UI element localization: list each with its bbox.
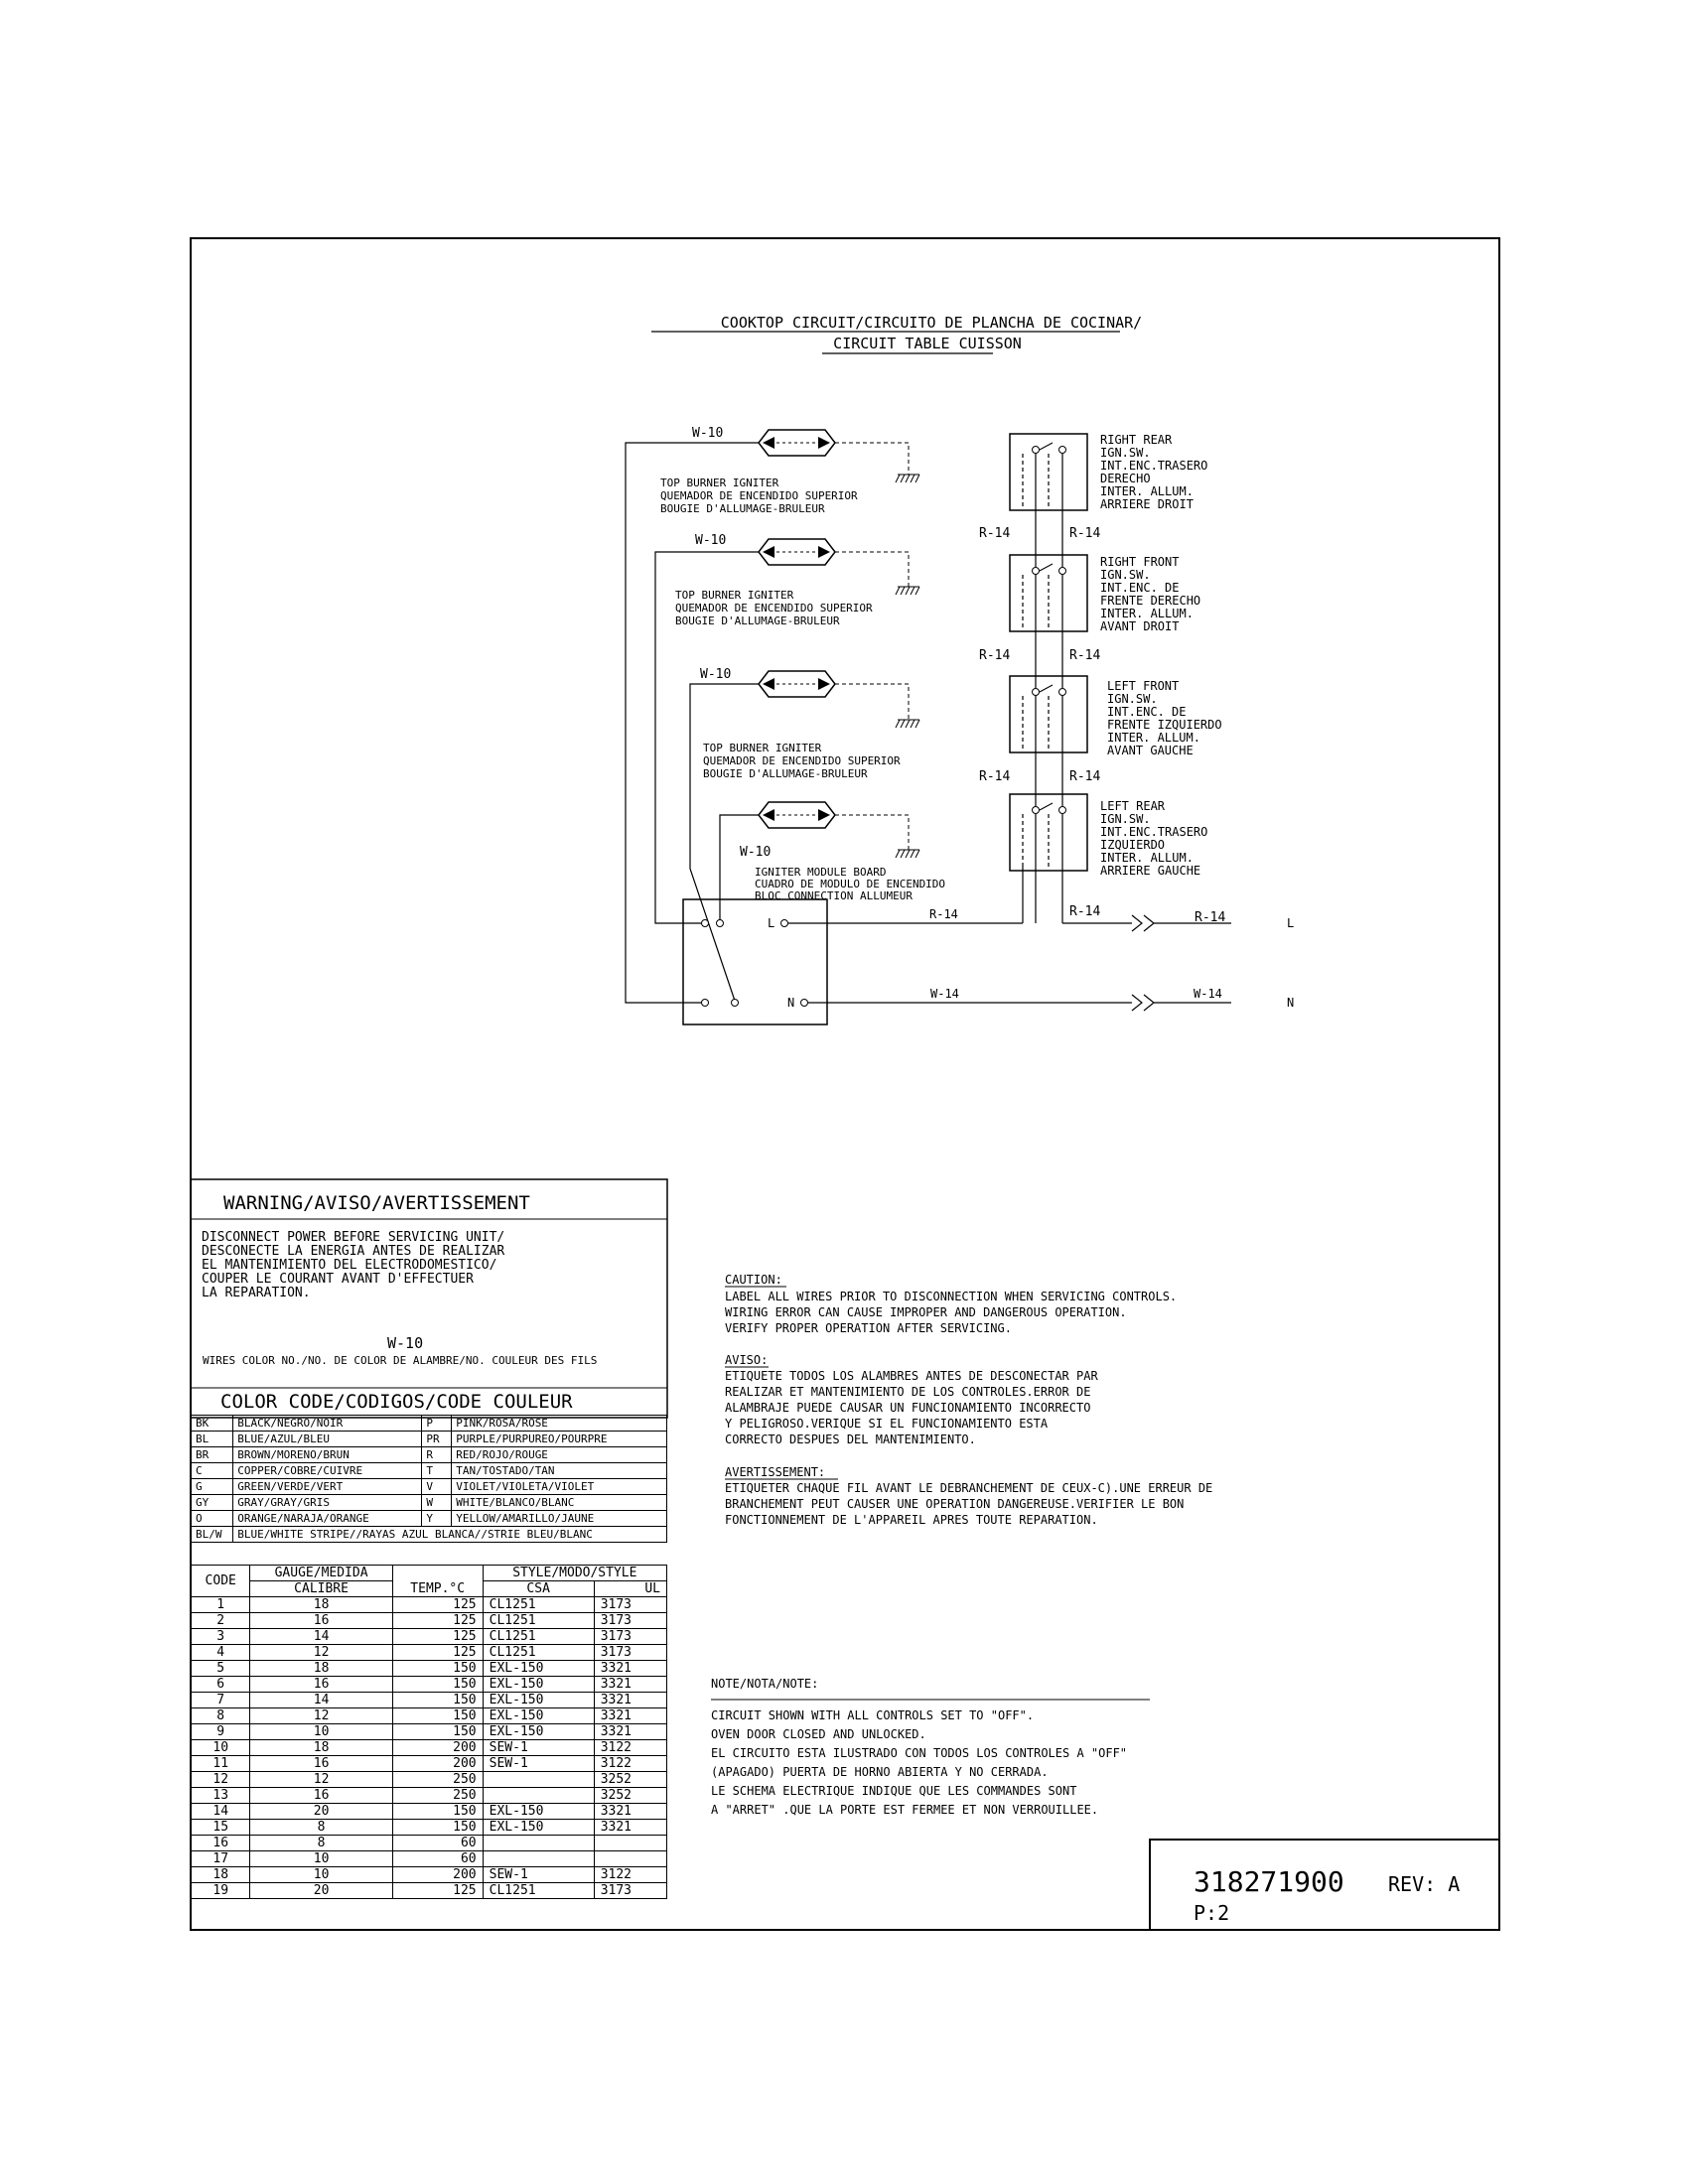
igniter-3-label-2: QUEMADOR DE ENCENDIDO SUPERIOR — [703, 754, 901, 767]
table-row — [192, 1479, 667, 1495]
table-row — [192, 1836, 667, 1851]
line-terminal-n: N — [1287, 996, 1295, 1010]
table-row — [192, 1645, 667, 1661]
cell-csa: SEW-1 — [483, 1756, 594, 1772]
cell-temp: 150 — [392, 1724, 483, 1740]
caution-line-1: LABEL ALL WIRES PRIOR TO DISCONNECTION WHEN SERVICING CONTROLS. — [725, 1290, 1178, 1303]
avertissement-line-2: BRANCHEMENT PEUT CAUSER UNE OPERATION DANGEREUSE.VERIFIER LE BON — [725, 1497, 1185, 1511]
switch-left-rear — [1010, 794, 1207, 878]
module-n-label: N — [787, 996, 795, 1010]
table-header-row — [192, 1566, 667, 1581]
cell-csa: EXL-150 — [483, 1677, 594, 1693]
cell-ul: 3252 — [594, 1788, 666, 1804]
header-temp: TEMP.°C — [392, 1566, 483, 1597]
w14-label-1: W-14 — [930, 987, 959, 1001]
switch-2-label-3: INT.ENC. DE — [1100, 581, 1180, 595]
cell-csa — [483, 1788, 594, 1804]
switch-4-label-5: INTER. ALLUM. — [1100, 851, 1194, 865]
note-line-2: OVEN DOOR CLOSED AND UNLOCKED. — [711, 1727, 926, 1741]
page-number: P:2 — [1194, 1901, 1230, 1925]
cell-temp: 60 — [392, 1851, 483, 1867]
part-number: 318271900 — [1194, 1865, 1344, 1898]
wire-gauge-table — [191, 1565, 667, 1899]
cell-ul: 3321 — [594, 1677, 666, 1693]
cell-code: 3 — [192, 1629, 250, 1645]
gauge-table-body — [192, 1597, 667, 1899]
switch-4-label-6: ARRIERE GAUCHE — [1100, 864, 1201, 878]
cell-gauge: 18 — [250, 1661, 392, 1677]
cell-gauge: 14 — [250, 1693, 392, 1708]
cell-csa: SEW-1 — [483, 1867, 594, 1883]
cell-temp: 125 — [392, 1645, 483, 1661]
cell-gauge: 16 — [250, 1756, 392, 1772]
r14-label-9: R-14 — [1195, 910, 1226, 925]
color-name: ORANGE/NARAJA/ORANGE — [233, 1511, 422, 1527]
switch-left-front — [1010, 676, 1222, 757]
w10-wiring — [626, 443, 759, 1003]
cell-gauge: 20 — [250, 1804, 392, 1820]
cell-code: 8 — [192, 1708, 250, 1724]
cell-csa: EXL-150 — [483, 1724, 594, 1740]
table-row — [192, 1661, 667, 1677]
header-calibre: CALIBRE — [250, 1581, 392, 1597]
igniter-4-label-1: IGNITER MODULE BOARD — [755, 866, 887, 879]
note-line-1: CIRCUIT SHOWN WITH ALL CONTROLS SET TO "OFF". — [711, 1708, 1035, 1722]
table-row — [192, 1447, 667, 1463]
table-row — [192, 1788, 667, 1804]
cell-gauge: 14 — [250, 1629, 392, 1645]
note-line-5: LE SCHEMA ELECTRIQUE INDIQUE QUE LES COMMANDES SONT — [711, 1784, 1077, 1798]
igniter-4-label-3: BLOC CONNECTION ALLUMEUR — [755, 889, 913, 902]
switch-3-label-5: INTER. ALLUM. — [1107, 731, 1200, 745]
warning-text-2: DESCONECTE LA ENERGIA ANTES DE REALIZAR — [202, 1244, 505, 1259]
table-row — [192, 1851, 667, 1867]
cell-code: 14 — [192, 1804, 250, 1820]
cell-ul: 3321 — [594, 1708, 666, 1724]
color-name: BLACK/NEGRO/NOIR — [233, 1416, 422, 1432]
aviso-line-4: Y PELIGROSO.VERIQUE SI EL FUNCIONAMIENTO ESTA — [725, 1417, 1049, 1431]
cell-csa — [483, 1836, 594, 1851]
cell-ul: 3173 — [594, 1629, 666, 1645]
r14-label-6: R-14 — [1069, 769, 1101, 784]
r14-label-7: R-14 — [929, 907, 958, 921]
igniter-4 — [740, 802, 945, 902]
header-csa: CSA — [483, 1581, 594, 1597]
color-name: VIOLET/VIOLETA/VIOLET — [452, 1479, 667, 1495]
r14-label-5: R-14 — [979, 769, 1011, 784]
table-row — [192, 1677, 667, 1693]
cell-code: 16 — [192, 1836, 250, 1851]
cell-gauge: 16 — [250, 1613, 392, 1629]
cell-gauge: 12 — [250, 1645, 392, 1661]
igniter-module-box — [683, 899, 827, 1024]
diagram-title-line1: COOKTOP CIRCUIT/CIRCUITO DE PLANCHA DE COCINAR/ — [720, 314, 1143, 332]
switch-4-label-4: IZQUIERDO — [1100, 838, 1166, 852]
header-style: STYLE/MODO/STYLE — [483, 1566, 666, 1581]
cell-csa — [483, 1851, 594, 1867]
caution-block — [725, 1273, 1177, 1335]
avertissement-line-3: FONCTIONNEMENT DE L'APPAREIL APRES TOUTE REPARATION. — [725, 1513, 1098, 1527]
color-code: G — [192, 1479, 233, 1495]
module-l-label: L — [768, 916, 775, 930]
cell-temp: 200 — [392, 1756, 483, 1772]
color-name: BLUE/AZUL/BLEU — [233, 1432, 422, 1447]
cell-gauge: 18 — [250, 1740, 392, 1756]
cell-gauge: 12 — [250, 1772, 392, 1788]
warning-box — [191, 1179, 667, 1418]
cell-code: 18 — [192, 1867, 250, 1883]
caution-title: CAUTION: — [725, 1273, 782, 1287]
igniter-3-wire: W-10 — [700, 667, 732, 682]
cell-csa: EXL-150 — [483, 1804, 594, 1820]
color-name: TAN/TOSTADO/TAN — [452, 1463, 667, 1479]
table-row — [192, 1613, 667, 1629]
r14-label-3: R-14 — [979, 648, 1011, 663]
cell-code: 15 — [192, 1820, 250, 1836]
color-code: V — [422, 1479, 452, 1495]
cell-gauge: 10 — [250, 1724, 392, 1740]
cell-csa: EXL-150 — [483, 1661, 594, 1677]
igniter-1-label-1: TOP BURNER IGNITER — [660, 477, 779, 489]
table-row — [192, 1804, 667, 1820]
color-code: GY — [192, 1495, 233, 1511]
cell-code: 10 — [192, 1740, 250, 1756]
cell-temp: 60 — [392, 1836, 483, 1851]
cell-gauge: 12 — [250, 1708, 392, 1724]
color-name: GRAY/GRAY/GRIS — [233, 1495, 422, 1511]
cell-temp: 200 — [392, 1740, 483, 1756]
cell-code: 7 — [192, 1693, 250, 1708]
cell-gauge: 18 — [250, 1597, 392, 1613]
cell-temp: 150 — [392, 1693, 483, 1708]
warning-wire-caption: WIRES COLOR NO./NO. DE COLOR DE ALAMBRE/NO. COULEUR DES FILS — [203, 1354, 598, 1367]
cell-csa: CL1251 — [483, 1629, 594, 1645]
cell-gauge: 16 — [250, 1677, 392, 1693]
cell-csa: CL1251 — [483, 1613, 594, 1629]
switch-3-label-1: LEFT FRONT — [1107, 679, 1180, 693]
caution-line-3: VERIFY PROPER OPERATION AFTER SERVICING. — [725, 1321, 1012, 1335]
cell-code: 13 — [192, 1788, 250, 1804]
cell-temp: 125 — [392, 1629, 483, 1645]
cell-ul: 3122 — [594, 1867, 666, 1883]
table-row — [192, 1629, 667, 1645]
switch-1-label-2: IGN.SW. — [1100, 446, 1151, 460]
igniter-2-label-1: TOP BURNER IGNITER — [675, 589, 794, 602]
cell-gauge: 10 — [250, 1867, 392, 1883]
color-code: BL — [192, 1432, 233, 1447]
cell-code: 5 — [192, 1661, 250, 1677]
aviso-title: AVISO: — [725, 1353, 769, 1367]
cell-ul: 3321 — [594, 1804, 666, 1820]
table-row — [192, 1527, 667, 1543]
r14-label-2: R-14 — [1069, 526, 1101, 541]
cell-code: 2 — [192, 1613, 250, 1629]
color-code: W — [422, 1495, 452, 1511]
cell-ul: 3173 — [594, 1645, 666, 1661]
color-code: PR — [422, 1432, 452, 1447]
color-name: WHITE/BLANCO/BLANC — [452, 1495, 667, 1511]
switch-2-label-4: FRENTE DERECHO — [1100, 594, 1201, 608]
color-code: T — [422, 1463, 452, 1479]
color-name: PINK/ROSA/ROSE — [452, 1416, 667, 1432]
igniter-1-wire: W-10 — [692, 426, 724, 441]
note-line-6: A "ARRET" .QUE LA PORTE EST FERMEE ET NON VERROUILLEE. — [711, 1803, 1099, 1817]
cell-gauge: 20 — [250, 1883, 392, 1899]
cell-gauge: 16 — [250, 1788, 392, 1804]
cell-temp: 125 — [392, 1597, 483, 1613]
warning-text-4: COUPER LE COURANT AVANT D'EFFECTUER — [202, 1272, 474, 1287]
color-code-table — [191, 1415, 667, 1543]
igniter-1-label-2: QUEMADOR DE ENCENDIDO SUPERIOR — [660, 489, 858, 502]
color-code: O — [192, 1511, 233, 1527]
ground-symbols — [835, 443, 919, 858]
cell-ul: 3173 — [594, 1883, 666, 1899]
cell-csa: CL1251 — [483, 1645, 594, 1661]
color-code: BK — [192, 1416, 233, 1432]
cell-code: 9 — [192, 1724, 250, 1740]
cell-csa: CL1251 — [483, 1883, 594, 1899]
color-name: BROWN/MORENO/BRUN — [233, 1447, 422, 1463]
table-row — [192, 1416, 667, 1432]
table-row — [192, 1708, 667, 1724]
note-line-4: (APAGADO) PUERTA DE HORNO ABIERTA Y NO CERRADA. — [711, 1765, 1049, 1779]
switch-2-label-5: INTER. ALLUM. — [1100, 607, 1194, 620]
color-name: BLUE/WHITE STRIPE//RAYAS AZUL BLANCA//STRIE BLEU/BLANC — [233, 1527, 667, 1543]
r14-label-8: R-14 — [1069, 904, 1101, 919]
cell-code: 1 — [192, 1597, 250, 1613]
table-row — [192, 1511, 667, 1527]
warning-text-3: EL MANTENIMIENTO DEL ELECTRODOMESTICO/ — [202, 1258, 497, 1273]
cell-code: 12 — [192, 1772, 250, 1788]
color-code: BR — [192, 1447, 233, 1463]
cell-ul: 3122 — [594, 1740, 666, 1756]
igniter-2 — [675, 533, 873, 627]
r14-label-1: R-14 — [979, 526, 1011, 541]
cell-temp: 150 — [392, 1820, 483, 1836]
cell-ul — [594, 1851, 666, 1867]
switch-3-label-4: FRENTE IZQUIERDO — [1107, 718, 1222, 732]
avertissement-block — [725, 1465, 1212, 1527]
cell-temp: 150 — [392, 1677, 483, 1693]
avertissement-line-1: ETIQUETER CHAQUE FIL AVANT LE DEBRANCHEMENT DE CEUX-C).UNE ERREUR DE — [725, 1481, 1213, 1495]
cell-temp: 200 — [392, 1867, 483, 1883]
color-name: PURPLE/PURPUREO/POURPRE — [452, 1432, 667, 1447]
cell-temp: 150 — [392, 1708, 483, 1724]
igniter-1 — [660, 426, 858, 515]
switch-2-label-2: IGN.SW. — [1100, 568, 1151, 582]
switch-right-rear — [1010, 433, 1207, 511]
cell-code: 19 — [192, 1883, 250, 1899]
color-name: COPPER/COBRE/CUIVRE — [233, 1463, 422, 1479]
aviso-line-5: CORRECTO DESPUES DEL MANTENIMIENTO. — [725, 1433, 976, 1446]
cell-ul: 3321 — [594, 1724, 666, 1740]
cell-code: 17 — [192, 1851, 250, 1867]
color-name: YELLOW/AMARILLO/JAUNE — [452, 1511, 667, 1527]
aviso-line-1: ETIQUETE TODOS LOS ALAMBRES ANTES DE DESCONECTAR PAR — [725, 1369, 1098, 1383]
cell-code: 4 — [192, 1645, 250, 1661]
switch-4-label-1: LEFT REAR — [1100, 799, 1166, 813]
cell-code: 11 — [192, 1756, 250, 1772]
diagram-title — [651, 314, 1142, 353]
igniter-3-label-3: BOUGIE D'ALLUMAGE-BRULEUR — [703, 767, 868, 780]
table-row — [192, 1883, 667, 1899]
igniter-3-label-1: TOP BURNER IGNITER — [703, 742, 822, 754]
table-row — [192, 1693, 667, 1708]
table-row — [192, 1597, 667, 1613]
color-code: C — [192, 1463, 233, 1479]
cell-csa: EXL-150 — [483, 1693, 594, 1708]
igniter-2-label-2: QUEMADOR DE ENCENDIDO SUPERIOR — [675, 602, 873, 614]
note-line-3: EL CIRCUITO ESTA ILUSTRADO CON TODOS LOS CONTROLES A "OFF" — [711, 1746, 1128, 1760]
title-block — [1150, 1840, 1499, 1930]
cell-ul: 3122 — [594, 1756, 666, 1772]
igniter-4-label-2: CUADRO DE MODULO DE ENCENDIDO — [755, 878, 946, 890]
header-gauge: GAUGE/MEDIDA — [250, 1566, 392, 1581]
warning-wire-example: W-10 — [387, 1334, 424, 1352]
aviso-line-2: REALIZAR ET MANTENIMIENTO DE LOS CONTROLES.ERROR DE — [725, 1385, 1091, 1399]
table-row — [192, 1820, 667, 1836]
igniter-1-label-3: BOUGIE D'ALLUMAGE-BRULEUR — [660, 502, 825, 515]
warning-title: WARNING/AVISO/AVERTISSEMENT — [223, 1192, 530, 1214]
switch-1-label-3: INT.ENC.TRASERO — [1100, 459, 1208, 473]
switch-3-label-6: AVANT GAUCHE — [1107, 744, 1194, 757]
switch-1-label-6: ARRIERE DROIT — [1100, 497, 1194, 511]
switch-1-label-4: DERECHO — [1100, 472, 1151, 485]
table-row — [192, 1432, 667, 1447]
cell-ul: 3252 — [594, 1772, 666, 1788]
color-code: Y — [422, 1511, 452, 1527]
table-row — [192, 1463, 667, 1479]
aviso-block — [725, 1353, 1098, 1446]
cell-ul: 3173 — [594, 1613, 666, 1629]
cell-gauge: 8 — [250, 1836, 392, 1851]
cell-csa: EXL-150 — [483, 1820, 594, 1836]
cell-temp: 150 — [392, 1661, 483, 1677]
table-row — [192, 1740, 667, 1756]
cell-csa: CL1251 — [483, 1597, 594, 1613]
switch-4-label-3: INT.ENC.TRASERO — [1100, 825, 1208, 839]
cell-temp: 125 — [392, 1883, 483, 1899]
note-block — [711, 1677, 1150, 1817]
cell-temp: 250 — [392, 1788, 483, 1804]
note-title: NOTE/NOTA/NOTE: — [711, 1677, 819, 1691]
cell-temp: 150 — [392, 1804, 483, 1820]
cell-ul — [594, 1836, 666, 1851]
table-row — [192, 1867, 667, 1883]
switch-2-label-6: AVANT DROIT — [1100, 619, 1180, 633]
warning-text-1: DISCONNECT POWER BEFORE SERVICING UNIT/ — [202, 1230, 505, 1245]
caution-line-2: WIRING ERROR CAN CAUSE IMPROPER AND DANGEROUS OPERATION. — [725, 1305, 1127, 1319]
cell-csa — [483, 1772, 594, 1788]
table-row — [192, 1724, 667, 1740]
cell-ul: 3321 — [594, 1661, 666, 1677]
igniter-2-wire: W-10 — [695, 533, 727, 548]
warning-text-5: LA REPARATION. — [202, 1286, 311, 1300]
cell-temp: 250 — [392, 1772, 483, 1788]
color-code: BL/W — [192, 1527, 233, 1543]
header-code: CODE — [192, 1566, 250, 1597]
switch-1-label-1: RIGHT REAR — [1100, 433, 1173, 447]
avertissement-title: AVERTISSEMENT: — [725, 1465, 826, 1479]
color-name: RED/ROJO/ROUGE — [452, 1447, 667, 1463]
cell-temp: 125 — [392, 1613, 483, 1629]
switch-3-label-3: INT.ENC. DE — [1107, 705, 1187, 719]
r14-label-4: R-14 — [1069, 648, 1101, 663]
table-row — [192, 1772, 667, 1788]
color-code: R — [422, 1447, 452, 1463]
switch-2-label-1: RIGHT FRONT — [1100, 555, 1180, 569]
switch-4-label-2: IGN.SW. — [1100, 812, 1151, 826]
switch-3-label-2: IGN.SW. — [1107, 692, 1158, 706]
cell-ul: 3173 — [594, 1597, 666, 1613]
table-row — [192, 1756, 667, 1772]
color-code: P — [422, 1416, 452, 1432]
header-ul: UL — [594, 1581, 666, 1597]
cell-gauge: 8 — [250, 1820, 392, 1836]
igniter-2-label-3: BOUGIE D'ALLUMAGE-BRULEUR — [675, 614, 840, 627]
w14-label-2: W-14 — [1194, 987, 1222, 1001]
cell-csa: EXL-150 — [483, 1708, 594, 1724]
switch-bus-lines — [1023, 454, 1062, 923]
color-code-title: COLOR CODE/CODIGOS/CODE COULEUR — [220, 1391, 573, 1413]
igniter-4-wire: W-10 — [740, 845, 772, 860]
switch-1-label-5: INTER. ALLUM. — [1100, 484, 1194, 498]
switch-right-front — [1010, 555, 1200, 633]
cell-csa: SEW-1 — [483, 1740, 594, 1756]
cell-ul: 3321 — [594, 1820, 666, 1836]
cell-gauge: 10 — [250, 1851, 392, 1867]
table-row — [192, 1495, 667, 1511]
diagram-title-line2: CIRCUIT TABLE CUISSON — [833, 335, 1022, 352]
color-name: GREEN/VERDE/VERT — [233, 1479, 422, 1495]
revision: REV: A — [1388, 1872, 1461, 1896]
aviso-line-3: ALAMBRAJE PUEDE CAUSAR UN FUNCIONAMIENTO INCORRECTO — [725, 1401, 1091, 1415]
cell-code: 6 — [192, 1677, 250, 1693]
line-terminal-l: L — [1287, 916, 1295, 930]
cell-ul: 3321 — [594, 1693, 666, 1708]
